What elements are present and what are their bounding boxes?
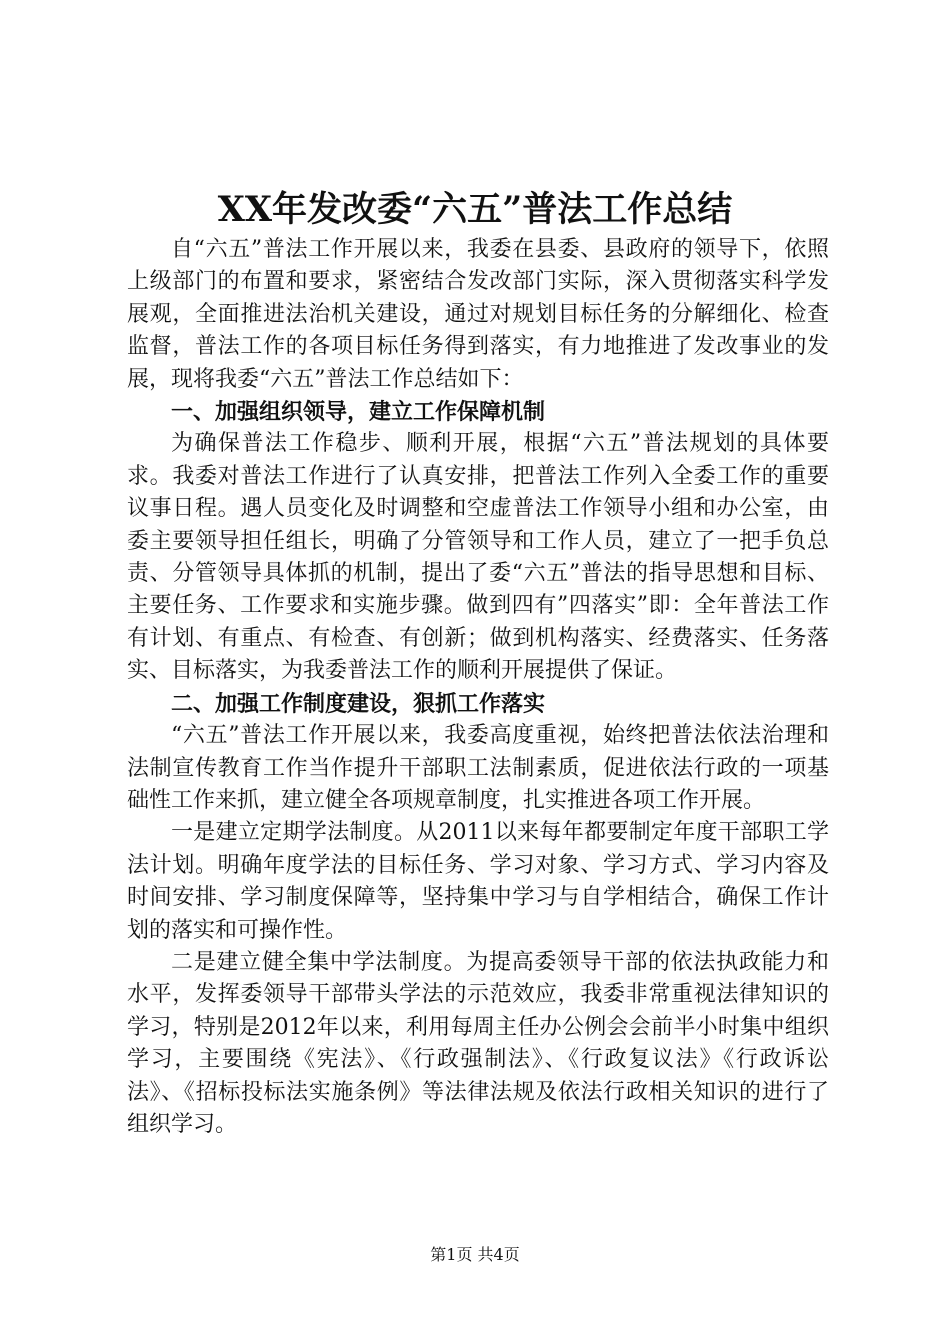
document-body [127, 234, 829, 1141]
section-heading-2: 二、加强工作制度建设，狠抓工作落实 [171, 690, 546, 717]
intro-paragraph: 自“六五”普法工作开展以来，我委在县委、县政府的领导下，依照上级部门的布置和要求，紧密结合发改部门实际，深入贯彻落实科学发展观，全面推进法治机关建设，通过对规划目标任务的分解细化、检查监督，普法工作的各项目标任务得到落实，有力地推进了发改事业的发展，现将我委“六五”普法工作总结如下： [127, 237, 829, 392]
section-2-item-1-paragraph: 一是建立定期学法制度。从2011以来每年都要制定年度干部职工学法计划。明确年度学法的目标任务、学习对象、学习方式、学习内容及时间安排、学习制度保障等，坚持集中学习与自学相结合，确保工作计划的落实和可操作性。 [127, 820, 829, 943]
section-heading-1: 一、加强组织领导，建立工作保障机制 [171, 399, 546, 426]
section-1-paragraph: 为确保普法工作稳步、顺利开展，根据“六五”普法规划的具体要求。我委对普法工作进行了认真安排，把普法工作列入全委工作的重要议事日程。遇人员变化及时调整和空虚普法工作领导小组和办公室，由委主要领导担任组长，明确了分管领导和工作人员，建立了一把手负总责、分管领导具体抓的机制，提出了委“六五”普法的指导思想和目标、主要任务、工作要求和实施步骤。做到四有”四落实”即：全年普法工作有计划、有重点、有检查、有创新；做到机构落实、经费落实、任务落实、目标落实，为我委普法工作的顺利开展提供了保证。 [127, 431, 829, 684]
section-2-item-2-paragraph: 二是建立健全集中学法制度。为提高委领导干部的依法执政能力和水平，发挥委领导干部带头学法的示范效应，我委非常重视法律知识的学习，特别是2012年以来，利用每周主任办公例会会前半小时集中组织学习，主要围绕《宪法》、《行政强制法》、《行政复议法》《行政诉讼法》、《招标投标法实施条例》等法律法规及依法行政相关知识的进行了组织学习。 [127, 949, 829, 1137]
document-title: XX年发改委“六五”普法工作总结 [217, 189, 733, 230]
section-2-paragraph: “六五”普法工作开展以来，我委高度重视，始终把普法依法治理和法制宣传教育工作当作提升干部职工法制素质，促进依法行政的一项基础性工作来抓，建立健全各项规章制度，扎实推进各项工作开展。 [127, 723, 829, 813]
page-footer: 第1页 共4页 [430, 1245, 520, 1264]
